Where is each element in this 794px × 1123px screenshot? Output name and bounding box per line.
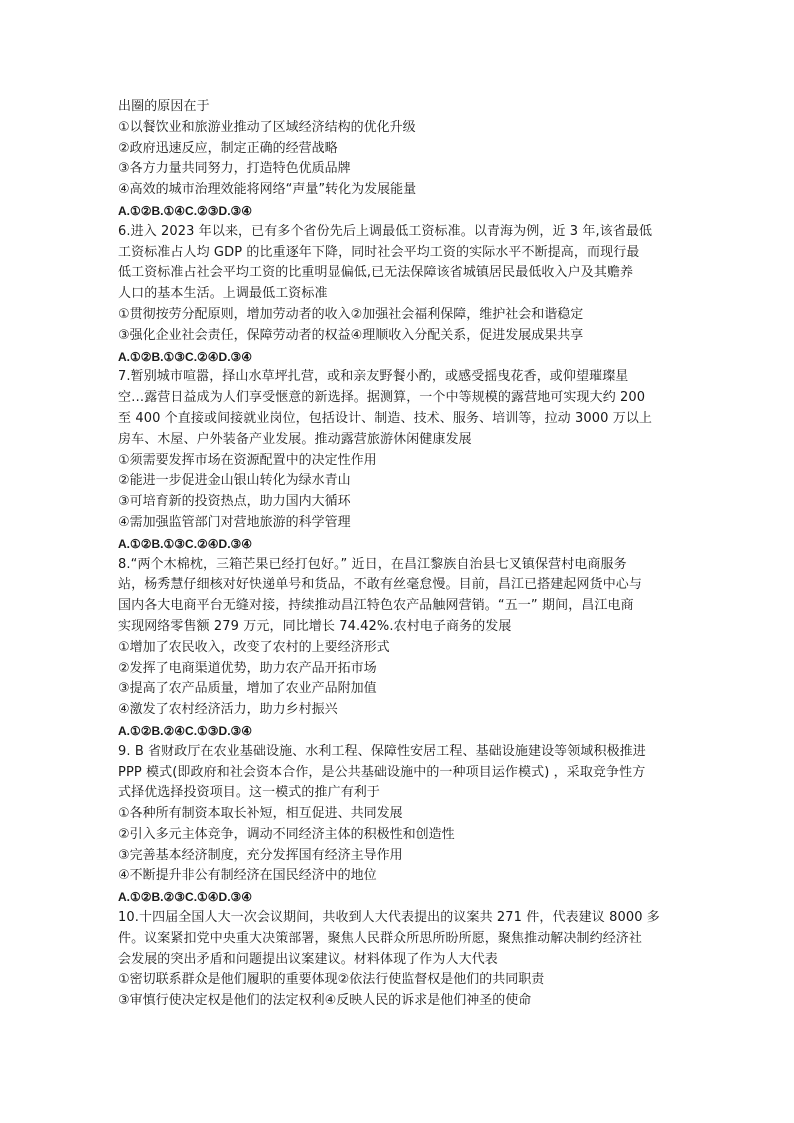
question-stem: 房车、木屋、户外装备产业发展。推动露营旅游休闲健康发展 (118, 431, 472, 447)
question-stem: 站，杨秀慧仔细核对好快递单号和货品，不敢有丝毫怠慢。目前，昌江已搭建起网货中心与 (118, 577, 643, 593)
option-line: ③强化企业社会责任，保障劳动者的权益④理顺收入分配关系，促进发展成果共享 (118, 327, 584, 343)
option-line: ②政府迅速反应，制定正确的经营战略 (118, 140, 338, 156)
document-page (118, 97, 678, 1012)
question-stem: 8.“两个木棉枕，三箱芒果已经打包好。” 近日，在昌江黎族自治县七叉镇保营村电商服务 (118, 556, 627, 572)
question-stem: 7.暂别城市喧嚣，择山水草坪扎营，或和亲友野餐小酌，或感受摇曳花香，或仰望璀璨星 (118, 369, 629, 385)
option-line: ①以餐饮业和旅游业推动了区域经济结构的优化升级 (118, 119, 416, 135)
answer-choices: A.①②B.②④C.①③D.③④ (118, 723, 253, 738)
question-stem: 工资标准占人均 GDP 的比重逐年下降，同时社会平均工资的实际水平不断提高，而现行最 (118, 244, 640, 260)
option-line: ④高效的城市治理效能将网络“声量”转化为发展能量 (118, 182, 417, 198)
question-stem: 10.十四届全国人大一次会议期间，共收到人大代表提出的议案共 271 件，代表建议 8000 多 (118, 910, 660, 926)
question-8 (118, 555, 678, 742)
answer-choices: A.①②B.①③C.②④D.③④ (118, 536, 253, 551)
option-line: ①须需要发挥市场在资源配置中的决定性作用 (118, 452, 377, 468)
question-5 (118, 97, 678, 222)
option-line: ②能进一步促进金山银山转化为绿水青山 (118, 473, 351, 489)
question-stem: 会发展的突出矛盾和问题提出议案建议。材料体现了作为人大代表 (118, 951, 498, 967)
question-stem: 实现网络零售额 279 万元，同比增长 74.42%.农村电子商务的发展 (118, 618, 512, 634)
option-line: ①密切联系群众是他们履职的重要体现②依法行使监督权是他们的共同职责 (118, 972, 545, 988)
question-stem: 9. B 省财政厅在农业基础设施、水利工程、保障性安居工程、基础设施建设等领域积极推进 (118, 743, 646, 759)
option-line: ②发挥了电商渠道优势，助力农产品开拓市场 (118, 660, 377, 676)
question-stem: 空…露营日益成为人们享受惬意的新选择。据测算，一个中等规模的露营地可实现大约 200 (118, 390, 646, 406)
option-line: ③提高了农产品质量，增加了农业产品附加值 (118, 681, 377, 697)
option-line: ③审慎行使决定权是他们的法定权利④反映人民的诉求是他们神圣的使命 (118, 993, 532, 1009)
option-line: ①各种所有制资本取长补短，相互促进、共同发展 (118, 806, 403, 822)
question-10 (118, 908, 678, 1012)
question-stem: PPP 模式(即政府和社会资本合作，是公共基础设施中的一种项目运作模式) ，采取竞争性方 (118, 764, 646, 780)
option-line: ②引入多元主体竞争，调动不同经济主体的积极性和创造性 (118, 826, 455, 842)
question-stem: 至 400 个直接或间接就业岗位，包括设计、制造、技术、服务、培训等，拉动 3000 万以上 (118, 410, 653, 426)
question-9 (118, 742, 678, 908)
answer-choices: A.①②B.①④C.②③D.③④ (118, 203, 253, 218)
question-stem: 式择优选择投资项目。这一模式的推广有利于 (118, 785, 381, 801)
question-stem: 6.进入 2023 年以来，已有多个省份先后上调最低工资标准。以青海为例，近 3 年,该省最低 (118, 223, 653, 239)
option-line: ③完善基本经济制度，充分发挥国有经济主导作用 (118, 847, 403, 863)
option-line: ④需加强监管部门对营地旅游的科学管理 (118, 514, 351, 530)
option-line: ③可培育新的投资热点，助力国内大循环 (118, 494, 351, 510)
question-stem: 出圈的原因在于 (118, 99, 210, 114)
option-line: ④不断提升非公有制经济在国民经济中的地位 (118, 868, 377, 884)
question-stem: 件。议案紧扣党中央重大决策部署，聚焦人民群众所思所盼所愿，聚焦推动解决制约经济社 (118, 930, 643, 946)
question-7 (118, 367, 678, 554)
answer-choices: A.①②B.①③C.②④D.③④ (118, 349, 253, 364)
answer-choices: A.①②B.②③C.①④D.③④ (118, 890, 253, 905)
question-stem: 人口的基本生活。上调最低工资标准 (118, 286, 328, 302)
option-line: ①增加了农民收入，改变了农村的上要经济形式 (118, 639, 390, 655)
question-6 (118, 222, 678, 368)
option-line: ①贯彻按劳分配原则，增加劳动者的收入②加强社会福利保障，维护社会和谐稳定 (118, 306, 584, 322)
option-line: ③各方力量共同努力，打造特色优质品牌 (118, 161, 351, 177)
option-line: ④激发了农村经济活力，助力乡村振兴 (118, 702, 338, 718)
question-stem: 低工资标准占社会平均工资的比重明显偏低,已无法保障该省城镇居民最低收入户及其赡养 (118, 265, 634, 281)
question-stem: 国内各大电商平台无缝对接，持续推动昌江特色农产品触网营销。“五一” 期间，昌江电商 (118, 598, 634, 614)
